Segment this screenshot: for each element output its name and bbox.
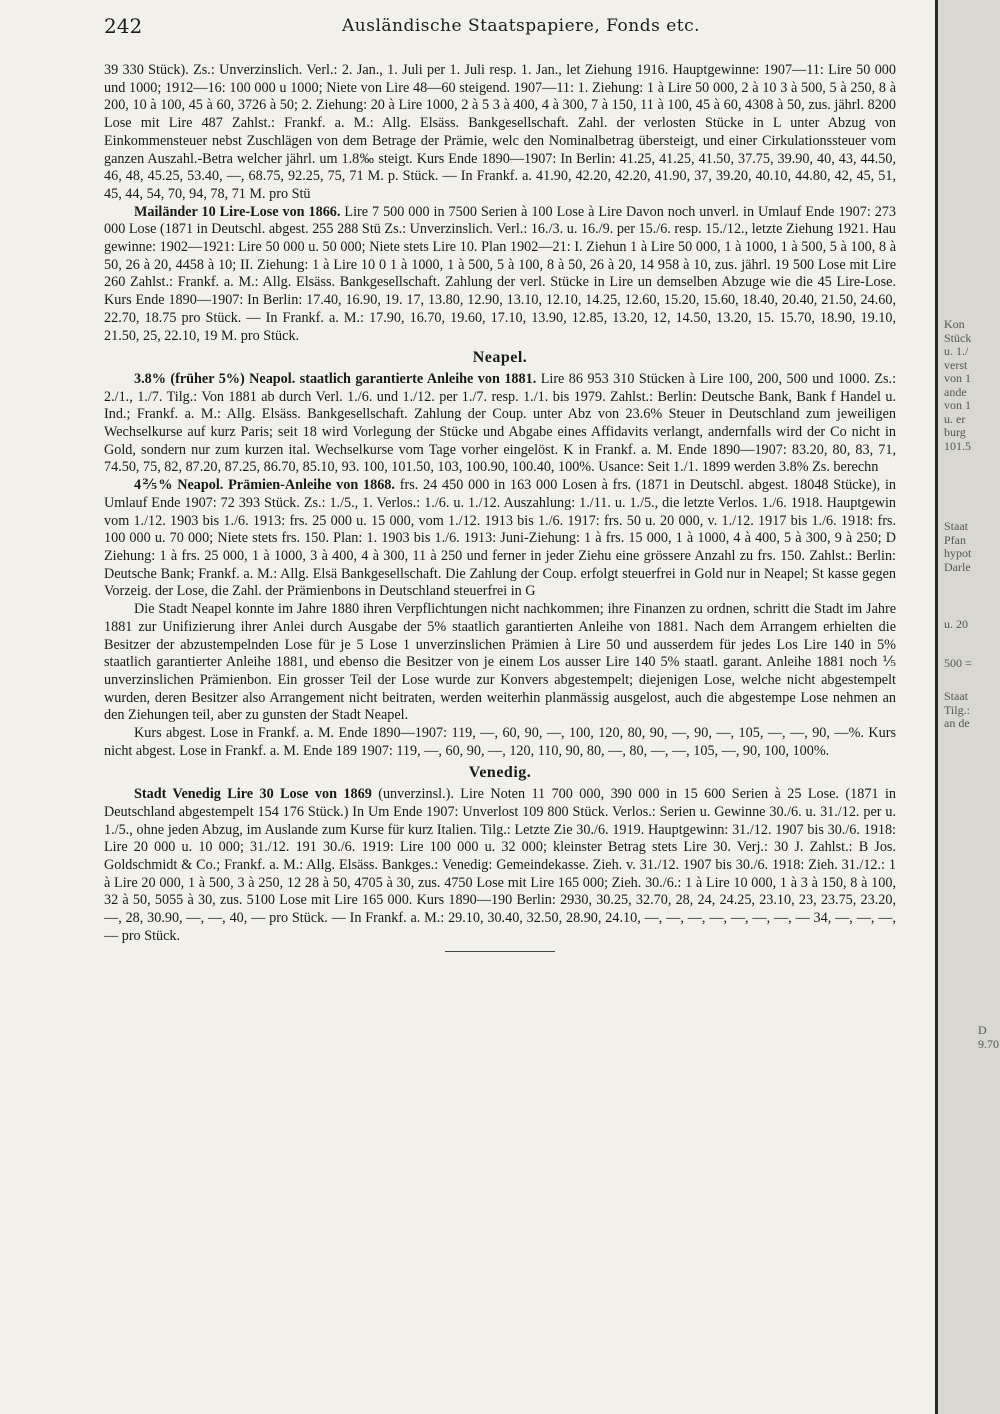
neighbor-fragment: Staat Pfan hypot Darle bbox=[944, 519, 972, 574]
neighbor-fragment: Staat Tilg.: an de bbox=[944, 689, 970, 730]
entry-text-neapel-anleihe: Lire 86 953 310 Stücken à Lire 100, 200, 500 und 1000. Zs.: 2./1., 1./7. Tilg.: Von 1881 ab durch Verl. 1./6. und 1./12. per 1./7. resp. 1./1. bis 1979. Zahlst.: Berlin: Deutsche Bank, Bank f Handel u. Ind.; Frankf. a. M.: Allg. Elsäss. Bankgesellschaft. Zahlung der Coup. unter Abz von 23.6% Steuer in Deutschland zum jeweiligen Wechselkurse auf kurz Paris; seit 18 wird Vorlegung der Stücke und Abgabe eines Affidavits verlangt, andernfalls wird der Co nicht in Gold, sondern nur zum kurzen ital. Wechselkurse vom Tage vorher eingelöst. K in Frankf. a. M. Ende 1890—1907: 83.20, 80, 83, 71, 74.50, 75, 82, 87.20, 87.25, 86.70, 85.10, 93. 100, 101.50, 103, 100.90, 100.40, 100%. Usance: Seit 1./1. 1899 werden 3.8% Zs. berechn bbox=[104, 370, 897, 476]
section-heading-neapel: Neapel. bbox=[472, 349, 528, 367]
paragraph-intro: 39 330 Stück). Zs.: Unverzinslich. Verl.: 2. Jan., 1. Juli per 1. Juli resp. 1. Jan., let Ziehung 1916. Hauptgewinne: 1907—11: Lire 50 000 und 1000; 1912—16: 100 000 u 1000; Niete von Lire 48—60 steigend. 1907—11: 1. Ziehung: 1 à Lire 50 000, 2 à 10 3 à 500, 5 à 250, 8 à 200, 10 à 100, 45 à 60, 3726 à 50; 2. Ziehung: 20 à Lire 1000, 2 à 5 3 à 400, 4 à 300, 7 à 150, 11 à 100, 45 à 60, 4308 à 50, zus. jährl. 8200 Lose mit Lire 487 Zahlst.: Frankf. a. M.: Allg. Elsäss. Bankgesellschaft. Zahl. der verlosten Stücke in L unter Abzug von Einkommensteuer nebst Zuschlägen von dem Betrage der Prämie, welc den Nominalbetrag übersteigt, und einer Cirkulationssteuer vom ganzen Auszahl.-Betra welcher jährl. um 1.8‰ steigt. Kurs Ende 1890—1907: In Berlin: 41.25, 41.25, 41.50, 37.75, 39.90, 40, 43, 44.50, 46, 48, 45.25, 53.40, —, 68.75, 92.25, 75, 71 M. p. Stück. — In Frankf. a. 41.90, 42.20, 42.20, 41.90, 37, 39.20, 40.10, 44.80, 42, 45, 51, 45, 44, 54, 70, 94, 78, 71 M. pro Stü bbox=[104, 62, 896, 202]
running-title: Ausländische Staatspapiere, Fonds etc. bbox=[342, 16, 701, 36]
entry-venedig bbox=[104, 786, 896, 945]
entry-title-venedig: Stadt Venedig Lire 30 Lose von 1869 bbox=[134, 786, 372, 803]
entry-text-mailaender: Lire 7 500 000 in 7500 Serien à 100 Lose à Lire Davon noch unverl. in Umlauf Ende 1907: 273 000 Lose (1871 in Deutschl. abgest. 255 288 Stü Zs.: Unverzinslich. Verl.: 16./3. u. 16./9. per 15./6. resp. 15./12., letzte Ziehung 1921. Hau gewinne: 1902—1921: Lire 50 000 u. 50 000; Niete stets Lire 10. Plan 1902—21: I. Ziehun 1 à Lire 50 000, 1 à 1000, 1 à 500, 5 à 100, 8 à 50, 26 à 20, 4458 à 10; II. Ziehung: 1 à Lire 10 0 1 à 1000, 1 à 500, 5 à 100, 8 à 50, 26 à 20, 14 958 à 10, zus. jährl. 19 500 Lose mit Lire 260 Zahlst.: Frankf. a. M.: Allg. Elsäss. Bankgesellschaft. Zahlung der verl. Stücke in Lire un demselben Abzuge wie die 45 Lire-Lose. Kurs Ende 1890—1907: In Berlin: 17.40, 16.90, 19. 17, 13.80, 12.90, 13.10, 12.10, 14.25, 12.60, 15.20, 15.60, 18.40, 20.40, 21.50, 24.60, 22.70, 18.75 pro Stück. — In Frankf. a. M.: 17.90, 16.70, 19.60, 17.10, 13.90, 12.85, 13.20, 12, 14.50, 13.20, 15. 15.70, 18.90, 19.10, 21.50, 25, 22.10, 19 M. pro Stück. bbox=[104, 203, 896, 344]
neighbor-fragment: D 9.70 bbox=[978, 1023, 999, 1051]
paragraph-neapel-history: Die Stadt Neapel konnte im Jahre 1880 ihren Verpflichtungen nicht nachkommen; ihre Finanzen zu ordnen, schritt die Stadt im Jahre 1881 zur Unifizierung ihrer Anlei durch Ausgabe der 5% staatlich garantierten Anleihe von 1881. Nach dem Arrangem erhielten die Besitzer der abzustempelnden Lose für je 5 Lose 1 unverzinslichen Prämien à Lire 50 und ausserdem für jedes Los Lire 140 in 5% staatlich garantierter Anleihe 1881, und ebenso die Besitzer von je einem Los ausser Lire 140 5% staatl. garant. Anleihe 1881 noch ⅕ unverzinslichen Prämienbon. Ein grosser Teil der Lose wurde zur Konvers abgestempelt; diejenigen Lose, welche nicht abgestempelt wurden, deren Besitzer also Arrangement nicht beitraten, werden weiterhin planmässig ausgelost, auch die abgestempe Lose nehmen an den Ziehungen teil, aber zu gunsten der Stadt Neapel. bbox=[104, 601, 896, 724]
end-rule bbox=[445, 951, 555, 952]
neighbor-fragment: 500 = bbox=[944, 656, 972, 670]
entry-title-neapel-praemien: 4⅖% Neapol. Prämien-Anleihe von 1868. bbox=[134, 477, 395, 494]
section-heading-venedig: Venedig. bbox=[468, 764, 532, 782]
neighbor-page-edge bbox=[935, 0, 1000, 1414]
entry-title-neapel-anleihe: 3.8% (früher 5%) Neapol. staatlich garantierte Anleihe von 1881. bbox=[134, 370, 537, 387]
entry-neapel-anleihe bbox=[104, 371, 896, 477]
page-header bbox=[104, 14, 924, 44]
neighbor-fragment: u. 20 bbox=[944, 617, 968, 631]
entry-text-neapel-praemien: frs. 24 450 000 in 163 000 Losen à frs. (1871 in Deutschl. abgest. 18048 Stücke), in Umlauf Ende 1907: 72 393 Stück. Zs.: 1./5., 1. Verlos.: 1./6. u. 1./12. Auszahlung: 1./11. u. 1./5., die letzte Verlos. 1./6. 1918. Hauptgewin vom 1./12. 1903 bis 1./6. 1913: frs. 25 000 u. 15 000, vom 1./12. 1913 bis 1./6. 1917: frs. 50 u. 20 000, v. 1./12. 1917 bis 1./6. 1918: frs. 100 000 u. 70 000; Niete stets frs. 150. Plan: 1. 1903 bis 1./6. 1913: Juni-Ziehung: 1 à frs. 15 000, 1 à 1000, 4 à 400, 5 à 300, 9 à 250; D Ziehung: 1 à frs. 25 000, 1 à 1000, 3 à 400, 4 à 300, 11 à 250 und ferner in jeder Ziehu eine grössere Anzahl zu frs. 150. Zahlst.: Berlin: Deutsche Bank; Frankf. a. M.: Allg. Elsä Bankgesellschaft. Die Zahlung der Coup. erfolgt steuerfrei in Gold nur in Neapel; St kasse gegen Vorzeig. der Lose, die Zahl. der Prämienbons in Deutschland steuerfrei in G bbox=[104, 477, 897, 600]
page-number: 242 bbox=[104, 14, 143, 38]
body-text bbox=[104, 62, 896, 952]
entry-neapel-praemien bbox=[104, 477, 896, 601]
entry-mailaender bbox=[104, 204, 896, 346]
neighbor-fragment: Kon Stück u. 1./ verst von 1 ande von 1 u. er burg 101.5 bbox=[944, 317, 972, 453]
paragraph-neapel-kurs: Kurs abgest. Lose in Frankf. a. M. Ende 1890—1907: 119, —, 60, 90, —, 100, 120, 80, 90, —, 90, —, 105, —, —, 90, —%. Kurs nicht abgest. Lose in Frankf. a. M. Ende 189 1907: 119, —, 60, 90, —, 120, 110, 90, 80, —, 80, —, —, 105, —, 90, 100, 100%. bbox=[104, 725, 896, 759]
entry-title-mailaender: Mailänder 10 Lire-Lose von 1866. bbox=[134, 203, 341, 220]
entry-text-venedig: (unverzinsl.). Lire Noten 11 700 000, 390 000 in 15 600 Serien à 25 Lose. (1871 in Deutschland abgestempelt 154 176 Stück.) In Um Ende 1907: Unverlost 109 800 Stück. Verlos.: Serien u. Gewinne 30./6. u. 31./12. per u. 1./5., ohne jeden Abzug, im Auslande zum Kurse für kurz Italien. Tilg.: Letzte Zie 30./6. 1919. Hauptgewinn: 31./12. 1907 bis 30./6. 1918: Lire 20 000 u. 10 000; 31./12. 191 30./6. 1919: Lire 100 000 u. 32 000; kleinster Betrag stets Lire 30. Verj.: 30 J. Zahlst.: B Jos. Goldschmidt & Co.; Frankf. a. M.: Allg. Elsäss. Bankges.: Venedig: Gemeindekasse. Zieh. v. 31./12. 1907 bis 30./6. 1918: Zieh. 31./12.: 1 à Lire 20 000, 1 à 500, 3 à 250, 12 28 à 50, 4705 à 30, zus. 4750 Lose mit Lire 165 000; Zieh. 30./6.: 1 à Lire 10 000, 1 à 3 à 150, 8 à 100, 32 à 50, 5055 à 30, zus. 5100 Lose mit Lire 165 000. Kurs 1890—190 Berlin: 2930, 30.25, 32.70, 28, 24, 24.25, 23.10, 23, 23.75, 23.20, —, 28, 30.90, —, —, 40, — pro Stück. — In Frankf. a. M.: 29.10, 30.40, 32.50, 28.90, 24.10, —, —, —, —, —, —, —, — 34, —, —, —, — pro Stück. bbox=[104, 786, 896, 944]
